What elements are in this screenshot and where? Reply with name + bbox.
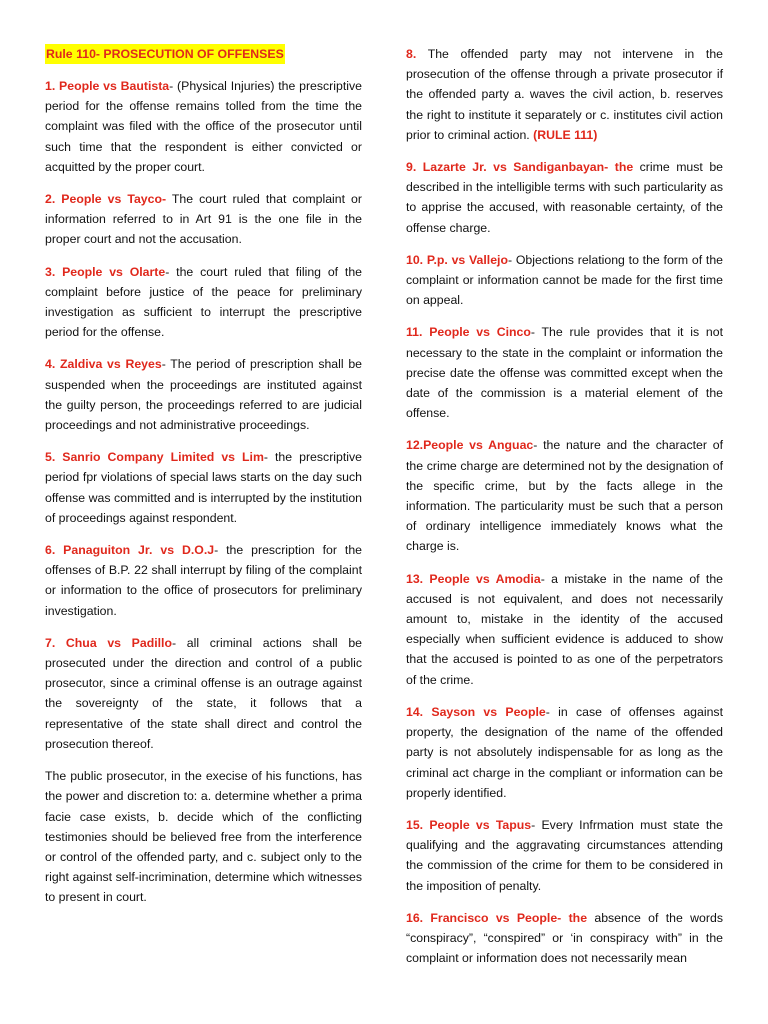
left-column — [45, 44, 362, 920]
case-text: The period of prescription shall be suspended when the proceedings are instituted against the guilty person, the proceedings referred to are judicial proceedings and not administrative proceedings. — [45, 357, 362, 433]
case-text: crime must be described in the intelligible terms with such particularity as to apprise the accused, with reasonable certainty, of the offense charge. — [406, 160, 723, 235]
case-text: the nature and the character of the crime charge are determined not by the designation of the specific crime, but by the facts allege in the information. The particularity must be such that a person of ordinary intelligence immediately knows what the charge is. — [406, 438, 723, 554]
case-name: 13. People vs Amodia — [406, 571, 541, 586]
case-name: 10. P.p. vs Vallejo — [406, 252, 508, 267]
case-name: 7. Chua vs Padillo — [45, 635, 172, 650]
case-text: the prescriptive period fpr violations of special laws starts on the day such offense was committed and is interrupted by the institution of proceedings against respondent. — [45, 450, 362, 525]
case-name: 5. Sanrio Company Limited vs Lim — [45, 450, 264, 465]
case-name: 16. Francisco vs People- the — [406, 910, 588, 925]
case-entry-6: 6. Panaguiton Jr. vs D.O.J- the prescription for the offenses of B.P. 22 shall interrupt by filing of the complaint or information to the office of prosecutors for preliminary investigation. — [45, 543, 362, 618]
case-name: 14. Sayson vs People — [406, 704, 546, 719]
case-text: Every Infrmation must state the qualifying and the aggravating circumstances attending the commission of the crime for them to be considered in the imposition of penalty. — [406, 817, 723, 893]
case-entry-7: 7. Chua vs Padillo- all criminal actions shall be prosecuted under the direction and control of a public prosecutor, since a criminal offense is an outrage against the sovereignty of the state, it follows that a representative of the state shall direct and control the prosecution thereof. — [45, 635, 362, 751]
case-entry-11: 11. People vs Cinco- The rule provides that it is not necessary to the state in the complaint or information the precise date the offense was committed except when the date of the commission is a material element of the offense. — [406, 325, 723, 421]
case-name: 8. — [406, 47, 417, 61]
case-name: 12.People vs Anguac — [406, 438, 534, 453]
case-text: in case of offenses against property, the designation of the name of the offended party is not absolutely indispensable for as long as the criminal act charge in the compliant or information can be properly identified. — [406, 704, 723, 800]
case-entry-13: 13. People vs Amodia- a mistake in the name of the accused is not equivalent, and does not necessarily amount to, mistake in the identity of the accused especially when sufficient evidence is adduced to show that the accused is pointed to as one of the perpetrators of the crime. — [406, 571, 723, 687]
case-entry-5: 5. Sanrio Company Limited vs Lim- the prescriptive period fpr violations of special laws starts on the day such offense was committed and is interrupted by the institution of proceedings against respondent. — [45, 450, 362, 525]
case-entry-9 — [406, 157, 723, 238]
case-text: all criminal actions shall be prosecuted under the direction and control of a public prosecutor, since a criminal offense is an outrage against the sovereignty of the state, it follows that a representative of the state shall direct and control the prosecution thereof. — [45, 635, 362, 751]
case-text: The court ruled that complaint or information referred to in Art 91 is the one file in the proper court and not the accusation. — [45, 192, 362, 247]
case-text: the prescription for the offenses of B.P. 22 shall interrupt by filing of the complaint or information to the office of prosecutors for preliminary investigation. — [45, 543, 362, 618]
case-name: 1. People vs Bautista — [45, 79, 170, 93]
case-text: The offended party may not intervene in the prosecution of the offense through a private prosecutor if the offended party a. waves the civil action, b. reserves the right to institute it separately or c. institutes civil action prior to criminal action. — [406, 47, 723, 142]
case-entry-8 — [406, 44, 723, 145]
case-entry-4: 4. Zaldiva vs Reyes- The period of prescription shall be suspended when the proceedings are instituted against the guilty person, the proceedings referred to are judicial proceedings and not administrative proceedings. — [45, 357, 362, 433]
case-name: 15. People vs Tapus — [406, 817, 532, 832]
case-text: (Physical Injuries) the prescriptive period for the offense remains tolled from the time the complaint was filed with the office of the prosecutor until such time that the respondent is either convicted or acquitted by the proper court. — [45, 79, 362, 174]
case-text: a mistake in the name of the accused is not equivalent, and does not necessarily amount to, mistake in the identity of the accused especially when sufficient evidence is adduced to show that the accused is pointed to as one of the perpetrators of the crime. — [406, 571, 723, 687]
case-entry-3: 3. People vs Olarte- the court ruled that filing of the complaint before justice of the peace for preliminary investigation as sufficient to interrupt the prescriptive period for the offense. — [45, 264, 362, 340]
case-name: 2. People vs Tayco- — [45, 192, 167, 207]
case-name: 3. People vs Olarte — [45, 264, 166, 279]
case-entry-15: 15. People vs Tapus- Every Infrmation must state the qualifying and the aggravating circumstances attending the commission of the crime for them to be considered in the imposition of penalty. — [406, 817, 723, 893]
case-text: The rule provides that it is not necessary to the state in the complaint or information the precise date the offense was committed except when the date of the commission is a material element of the offense. — [406, 325, 723, 421]
case-name: 9. Lazarte Jr. vs Sandiganbayan- the — [406, 160, 634, 175]
case-entry-12: 12.People vs Anguac- the nature and the character of the crime charge are determined not by the designation of the specific crime, but by the facts allege in the information. The particularity must be such that a person of ordinary intelligence immediately knows what the charge is. — [406, 438, 723, 554]
case-entry-14: 14. Sayson vs People- in case of offenses against property, the designation of the name of the offended party is not absolutely indispensable for as long as the criminal act charge in the compliant or information can be properly identified. — [406, 704, 723, 800]
case-entry-10: 10. P.p. vs Vallejo- Objections relationg to the form of the complaint or information cannot be made for the first time on appeal. — [406, 252, 724, 308]
document-title: Rule 110- PROSECUTION OF OFFENSES — [45, 44, 285, 64]
case-name: 4. Zaldiva vs Reyes — [45, 357, 162, 372]
case-name: 6. Panaguiton Jr. vs D.O.J — [45, 543, 215, 558]
case-text: the court ruled that filing of the complaint before justice of the peace for preliminary investigation as sufficient to interrupt the prescriptive period for the offense. — [45, 264, 362, 340]
paragraph-text: The public prosecutor, in the execise of his functions, has the power and discretion to: a. determine whether a prima facie case exists, b. decide which of the conflicting testimonies should be believed free from the interference or control of the offended party, and c. subject only to the right against self-incrimination, determine which witnesses to present in court. — [45, 769, 362, 905]
case-name: 11. People vs Cinco — [406, 325, 531, 340]
case-text: Objections relationg to the form of the complaint or information cannot be made for the first time on appeal. — [406, 252, 724, 308]
case-entry-2 — [45, 189, 362, 250]
rule-reference: (RULE 111) — [529, 127, 598, 142]
prosecutor-powers-paragraph — [45, 766, 362, 907]
case-entry-1: 1. People vs Bautista- (Physical Injuries) the prescriptive period for the offense remains tolled from the time the complaint was filed with the office of the prosecutor until such time that the respondent is either convicted or acquitted by the proper court. — [45, 79, 362, 174]
right-column — [406, 44, 723, 980]
case-text: absence of the words “conspiracy”, “conspired” or ‘in conspiracy with” in the complaint or information does not necessarily mean — [406, 910, 723, 966]
case-entry-16 — [406, 908, 723, 969]
